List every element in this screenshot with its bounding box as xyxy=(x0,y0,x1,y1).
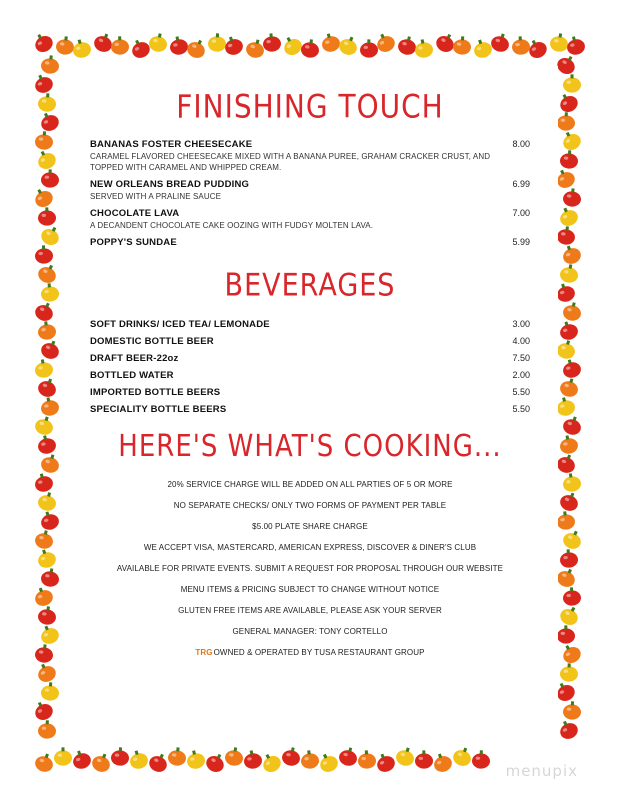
bell-pepper-icon xyxy=(35,131,54,150)
item-price: 5.50 xyxy=(512,387,530,397)
note-line: 20% SERVICE CHARGE WILL BE ADDED ON ALL PARTIES OF 5 OR MORE xyxy=(167,480,453,489)
bell-pepper-icon xyxy=(37,320,57,340)
bell-pepper-icon xyxy=(560,663,578,682)
menu-item xyxy=(90,318,530,331)
bell-pepper-icon xyxy=(36,490,58,512)
bell-pepper-icon xyxy=(242,749,263,770)
bell-pepper-icon xyxy=(556,225,576,246)
bell-pepper-icon xyxy=(111,36,130,55)
owner-text: OWNED & OPERATED BY TUSA RESTAURANT GROUP xyxy=(213,648,425,657)
bell-pepper-icon xyxy=(128,37,152,61)
item-name: SOFT DRINKS/ ICED TEA/ LEMONADE xyxy=(90,319,270,330)
menu-item xyxy=(90,403,530,416)
bell-pepper-icon xyxy=(203,750,227,775)
item-price: 5.99 xyxy=(512,237,530,247)
item-price: 3.00 xyxy=(512,319,530,329)
bell-pepper-icon xyxy=(36,434,58,456)
bell-pepper-icon xyxy=(558,376,580,399)
bell-pepper-icon xyxy=(37,109,61,133)
bell-pepper-icon xyxy=(36,261,60,285)
bell-pepper-icon xyxy=(562,587,581,606)
bell-pepper-icon xyxy=(511,36,531,56)
bell-pepper-icon xyxy=(40,567,61,588)
bell-pepper-icon xyxy=(36,376,59,399)
beverages-heading: BEVERAGES xyxy=(224,267,396,304)
bell-pepper-icon xyxy=(147,751,171,775)
bell-pepper-icon xyxy=(556,90,581,115)
bell-pepper-icon xyxy=(559,263,580,284)
bell-pepper-icon xyxy=(316,750,340,774)
item-name: DRAFT BEER-22oz xyxy=(90,353,179,364)
bell-pepper-icon xyxy=(40,54,60,74)
note-line: GLUTEN FREE ITEMS ARE AVAILABLE, PLEASE ASK YOUR SERVER xyxy=(178,606,442,615)
bell-pepper-icon xyxy=(556,510,576,530)
bell-pepper-icon xyxy=(562,187,582,207)
bell-pepper-icon xyxy=(561,528,585,552)
bell-pepper-icon xyxy=(37,93,57,113)
bell-pepper-icon xyxy=(31,30,56,55)
bell-pepper-icon xyxy=(34,147,58,172)
bell-pepper-icon xyxy=(39,396,60,417)
bell-pepper-icon xyxy=(92,31,115,55)
bell-pepper-icon xyxy=(555,452,578,475)
bell-pepper-icon xyxy=(357,750,376,770)
bell-pepper-icon xyxy=(38,720,57,739)
bell-pepper-icon xyxy=(38,509,61,532)
bell-pepper-icon xyxy=(281,746,302,768)
menu-item xyxy=(90,352,530,365)
bell-pepper-icon xyxy=(300,38,320,59)
bell-pepper-icon xyxy=(415,750,433,769)
bell-pepper-icon xyxy=(31,72,55,96)
bell-pepper-icon xyxy=(557,625,575,644)
item-price: 7.00 xyxy=(512,208,530,218)
bell-pepper-icon xyxy=(337,34,361,58)
bell-pepper-icon xyxy=(397,35,419,57)
bell-pepper-icon xyxy=(32,585,55,609)
bell-pepper-icon xyxy=(434,30,458,54)
owner-line xyxy=(62,648,558,658)
bell-pepper-icon xyxy=(565,34,587,56)
bell-pepper-icon xyxy=(33,751,56,774)
bell-pepper-icon xyxy=(111,747,130,766)
bell-pepper-icon xyxy=(33,358,54,379)
bell-pepper-icon xyxy=(244,37,267,60)
bell-pepper-icon xyxy=(262,32,282,52)
bell-pepper-icon xyxy=(360,39,378,58)
bell-pepper-icon xyxy=(33,471,55,493)
menu-item xyxy=(90,236,530,249)
bell-pepper-icon xyxy=(127,748,149,771)
item-name: BANANAS FOSTER CHEESECAKE xyxy=(90,139,253,150)
bell-pepper-icon xyxy=(33,300,57,324)
bell-pepper-icon xyxy=(555,396,577,418)
bell-pepper-icon xyxy=(471,37,494,60)
bell-pepper-icon xyxy=(563,74,581,92)
note-line: GENERAL MANAGER: TONY CORTELLO xyxy=(232,627,388,636)
item-name: IMPORTED BOTTLE BEERS xyxy=(90,387,221,398)
bell-pepper-icon xyxy=(35,547,58,570)
item-price: 2.00 xyxy=(512,370,530,380)
bell-pepper-icon xyxy=(167,746,187,766)
menu-item xyxy=(90,335,530,348)
bell-pepper-icon xyxy=(39,338,63,362)
bell-pepper-icon xyxy=(31,698,55,722)
bell-pepper-icon xyxy=(259,750,284,775)
bell-pepper-icon xyxy=(557,319,580,342)
bell-pepper-icon xyxy=(38,623,62,647)
bell-pepper-icon xyxy=(34,643,54,663)
bell-pepper-icon xyxy=(559,128,583,152)
bell-pepper-icon xyxy=(70,37,92,60)
bell-pepper-icon xyxy=(185,36,209,60)
item-name: CHOCOLATE LAVA xyxy=(90,208,180,219)
note-line: AVAILABLE FOR PRIVATE EVENTS. SUBMIT A REQUEST FOR PROPOSAL THROUGH OUR WEBSITE xyxy=(116,564,504,573)
item-name: NEW ORLEANS BREAD PUDDING xyxy=(90,179,250,190)
bell-pepper-icon xyxy=(208,33,227,52)
cooking-heading: HERE'S WHAT'S COOKING... xyxy=(118,429,502,465)
bell-pepper-icon xyxy=(34,661,58,685)
bell-pepper-icon xyxy=(557,112,576,131)
bell-pepper-icon xyxy=(451,745,474,769)
bell-pepper-icon xyxy=(34,529,55,551)
item-name: POPPY'S SUNDAE xyxy=(90,237,177,248)
trg-logo: TRG xyxy=(195,648,213,657)
item-price: 8.00 xyxy=(512,139,530,149)
bell-pepper-icon xyxy=(280,33,305,58)
bell-pepper-icon xyxy=(557,205,581,229)
bell-pepper-icon xyxy=(40,682,59,702)
bell-pepper-icon xyxy=(555,338,577,360)
bell-pepper-icon xyxy=(54,747,72,765)
note-line: MENU ITEMS & PRICING SUBJECT TO CHANGE WITHOUT NOTICE xyxy=(180,585,440,594)
bell-pepper-icon xyxy=(374,751,398,775)
item-name: BOTTLED WATER xyxy=(90,370,174,381)
menu-item xyxy=(90,138,530,173)
bell-pepper-icon xyxy=(549,32,570,53)
dessert-list xyxy=(90,138,530,254)
bell-pepper-icon xyxy=(562,301,583,323)
bell-pepper-icon xyxy=(55,35,75,55)
bell-pepper-icon xyxy=(41,169,59,188)
note-line: WE ACCEPT VISA, MASTERCARD, AMERICAN EXPRESS, DISCOVER & DINER'S CLUB xyxy=(143,543,477,552)
menu-page xyxy=(62,66,558,742)
policy-notes xyxy=(62,480,558,669)
bell-pepper-icon xyxy=(431,751,454,774)
menu-item xyxy=(90,178,530,202)
bell-pepper-icon xyxy=(33,414,56,437)
bell-pepper-icon xyxy=(452,36,471,56)
bell-pepper-icon xyxy=(559,150,578,170)
bell-pepper-icon xyxy=(168,35,189,56)
bell-pepper-icon xyxy=(40,283,60,303)
beverage-list xyxy=(90,318,530,420)
item-description: A DECANDENT CHOCOLATE CAKE OOZING WITH FUDGY MOLTEN LAVA. xyxy=(90,221,374,230)
item-price: 4.00 xyxy=(512,336,530,346)
menupix-watermark: menupix xyxy=(505,762,578,780)
bell-pepper-icon xyxy=(394,745,417,768)
item-description: CARAMEL FLAVORED CHEESECAKE MIXED WITH A BANANA PUREE, GRAHAM CRACKER CRUST, AND TOPPED WITH CARAMEL AND WHIPPED CREAM. xyxy=(90,152,491,172)
bell-pepper-icon xyxy=(557,603,581,628)
menu-item xyxy=(90,369,530,382)
item-price: 7.50 xyxy=(512,353,530,363)
item-price: 5.50 xyxy=(512,404,530,414)
bell-pepper-icon xyxy=(554,52,579,77)
bell-pepper-icon xyxy=(558,490,582,514)
bell-pepper-icon xyxy=(148,32,169,54)
bell-pepper-icon xyxy=(90,751,114,775)
bell-pepper-icon xyxy=(185,749,207,771)
bell-pepper-icon xyxy=(560,243,583,267)
note-line: $5.00 PLATE SHARE CHARGE xyxy=(252,522,368,531)
bell-pepper-icon xyxy=(38,223,62,248)
bell-pepper-icon xyxy=(563,701,582,720)
menu-item xyxy=(90,207,530,231)
finishing-touch-heading: FINISHING TOUCH xyxy=(176,87,444,126)
bell-pepper-icon xyxy=(34,245,53,264)
bell-pepper-icon xyxy=(37,605,57,626)
bell-pepper-icon xyxy=(70,748,93,771)
bell-pepper-icon xyxy=(561,414,584,437)
bell-pepper-icon xyxy=(559,549,579,569)
bell-pepper-icon xyxy=(559,641,584,666)
bell-pepper-icon xyxy=(31,185,56,210)
item-name: DOMESTIC BOTTLE BEER xyxy=(90,336,214,347)
bell-pepper-icon xyxy=(300,749,320,769)
note-line: NO SEPARATE CHECKS/ ONLY TWO FORMS OF PAYMENT PER TABLE xyxy=(173,501,447,510)
bell-pepper-icon xyxy=(413,38,434,59)
menu-item xyxy=(90,386,530,399)
bell-pepper-icon xyxy=(561,472,582,493)
item-name: SPECIALITY BOTTLE BEERS xyxy=(90,404,227,415)
item-price: 6.99 xyxy=(512,179,530,189)
item-description: SERVED WITH A PRALINE SAUCE xyxy=(90,192,222,201)
bell-pepper-icon xyxy=(320,31,342,53)
bell-pepper-icon xyxy=(224,746,245,767)
bell-pepper-icon xyxy=(489,31,512,54)
bell-pepper-icon xyxy=(558,434,579,455)
bell-pepper-icon xyxy=(39,452,61,475)
bell-pepper-icon xyxy=(555,565,579,589)
bell-pepper-icon xyxy=(337,745,359,767)
bell-pepper-icon xyxy=(561,357,583,379)
bell-pepper-icon xyxy=(38,207,56,226)
bell-pepper-icon xyxy=(472,750,491,769)
bell-pepper-icon xyxy=(556,717,580,741)
